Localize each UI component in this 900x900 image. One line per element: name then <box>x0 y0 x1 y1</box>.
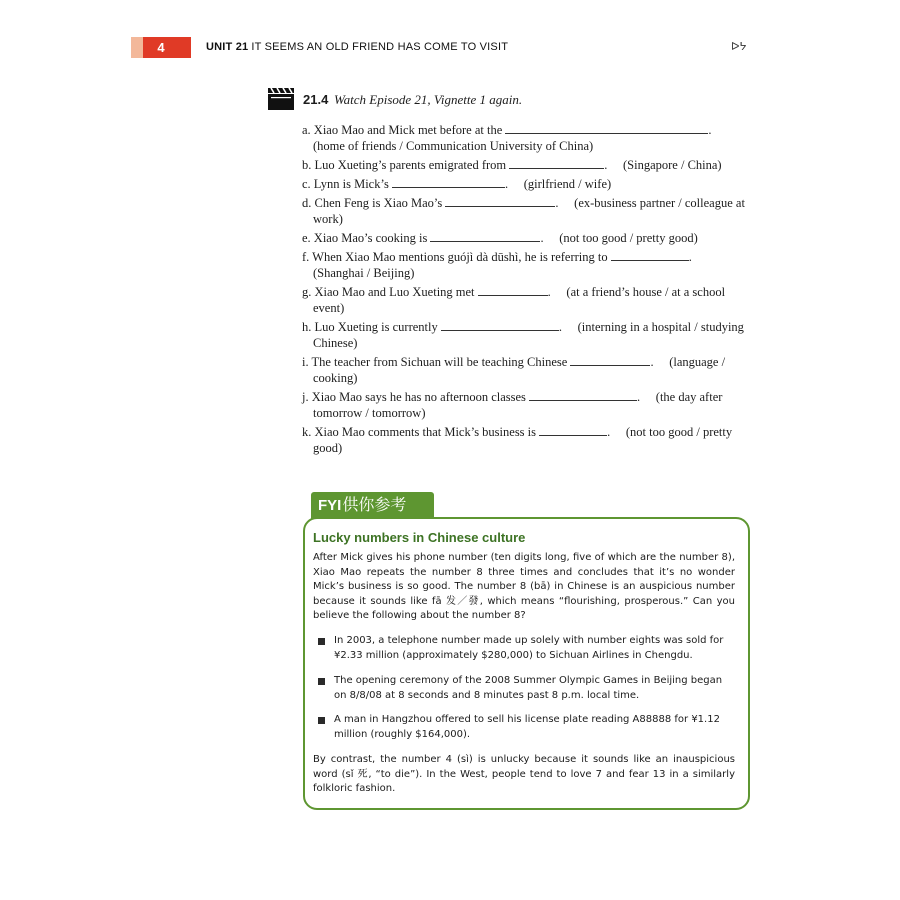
question-options-cont: event) <box>313 300 345 315</box>
fyi-tab-label-zh: 供你参考 <box>342 495 407 514</box>
fyi-tab-label <box>318 496 406 515</box>
exercise-number: 21.4 <box>303 92 329 107</box>
fyi-tab-label-en: FYI <box>318 497 342 514</box>
question-options-cont: good) <box>313 440 343 455</box>
question-options: . (girlfriend / wife) <box>504 177 612 191</box>
answer-blank[interactable] <box>539 424 607 436</box>
question-options: . <box>708 123 712 137</box>
answer-blank[interactable] <box>445 195 555 207</box>
question-options-cont: cooking) <box>313 370 358 385</box>
fyi-bullet: A man in Hangzhou offered to sell his license plate reading A88888 for ¥1.12 million (roughly $164,000). <box>334 714 720 740</box>
question-options: . (Singapore / China) <box>604 158 722 172</box>
bullet-square-icon <box>318 638 325 645</box>
question-options: . (not too good / pretty good) <box>540 231 698 245</box>
question-text: k. Xiao Mao comments that Mick’s business is <box>302 425 537 439</box>
question-options: . (at a friend’s house / at a school <box>547 285 726 299</box>
question-e <box>302 230 754 247</box>
question-text: e. Xiao Mao’s cooking is <box>302 231 428 245</box>
fyi-bullet: The opening ceremony of the 2008 Summer Olympic Games in Beijing began on 8/8/08 at 8 seconds and 8 minutes past 8 p.m. local time. <box>334 675 723 701</box>
question-text: a. Xiao Mao and Mick met before at the <box>302 123 503 137</box>
question-text: d. Chen Feng is Xiao Mao’s <box>302 196 443 210</box>
answer-blank[interactable] <box>529 389 637 401</box>
unit-title: IT SEEMS AN OLD FRIEND HAS COME TO VISIT <box>251 41 509 53</box>
question-h <box>302 319 754 351</box>
question-options-cont: (Shanghai / Beijing) <box>313 265 415 280</box>
question-options: . (ex-business partner / colleague at <box>555 196 745 210</box>
fyi-outro: By contrast, the number 4 (sì) is unlucky because it sounds like an inauspicious word (sǐ 死, “to die”). In the West, people tend to love 7 and fear 13 in a similarly folkloric fashion. <box>313 754 735 794</box>
question-text: g. Xiao Mao and Luo Xueting met <box>302 285 475 299</box>
question-k <box>302 424 754 456</box>
fyi-bullet: In 2003, a telephone number made up solely with number eights was sold for ¥2.33 million (approximately $280,000) to Sichuan Airlines in Chengdu. <box>334 635 724 661</box>
question-options: . (language / <box>650 355 726 369</box>
question-options: . (not too good / pretty <box>607 425 733 439</box>
question-options-cont: work) <box>313 211 343 226</box>
question-b <box>302 157 754 174</box>
question-text: b. Luo Xueting’s parents emigrated from <box>302 158 507 172</box>
answer-blank[interactable] <box>505 122 708 134</box>
question-text: f. When Xiao Mao mentions guójì dà dūshì, he is referring to <box>302 250 608 264</box>
question-options: . (the day after <box>637 390 723 404</box>
bullet-square-icon <box>318 678 325 685</box>
question-text: i. The teacher from Sichuan will be teaching Chinese <box>302 355 568 369</box>
unit-heading <box>206 41 508 53</box>
question-options-cont: Chinese) <box>313 335 358 350</box>
question-a <box>302 122 754 154</box>
answer-blank[interactable] <box>478 284 548 296</box>
question-f <box>302 249 754 281</box>
question-j <box>302 389 754 421</box>
question-c <box>302 176 754 193</box>
question-g <box>302 284 754 316</box>
question-options-cont: tomorrow / tomorrow) <box>313 405 426 420</box>
question-d <box>302 195 754 227</box>
exercise-instruction: Watch Episode 21, Vignette 1 again. <box>334 92 523 107</box>
answer-blank[interactable] <box>392 176 505 188</box>
question-options: . <box>688 250 692 264</box>
answer-blank[interactable] <box>509 157 604 169</box>
answer-blank[interactable] <box>441 319 559 331</box>
answer-blank[interactable] <box>611 249 689 261</box>
fyi-intro: After Mick gives his phone number (ten digits long, five of which are the number 8), Xiao Mao repeats the number 8 three times and concludes that it’s no wonder Mick’s business is so good. The number 8 (bā) in Chinese is an auspicious number because it sounds like fā 发／發, which means “flourishing, prosperous.” Can you believe the following about the number 8? <box>313 552 735 621</box>
page-number: 4 <box>157 40 165 55</box>
question-text: c. Lynn is Mick’s <box>302 177 389 191</box>
question-i <box>302 354 754 386</box>
question-text: h. Luo Xueting is currently <box>302 320 438 334</box>
question-options-cont: (home of friends / Communication University of China) <box>313 138 594 153</box>
answer-blank[interactable] <box>570 354 650 366</box>
fyi-title: Lucky numbers in Chinese culture <box>313 530 526 545</box>
clapperboard-icon <box>267 86 295 111</box>
unit-label: UNIT 21 <box>206 41 249 53</box>
bullet-square-icon <box>318 717 325 724</box>
answer-blank[interactable] <box>430 230 540 242</box>
question-text: j. Xiao Mao says he has no afternoon classes <box>302 390 526 404</box>
question-options: . (interning in a hospital / studying <box>558 320 744 334</box>
corner-mark: ᐅᔭ <box>731 40 747 53</box>
